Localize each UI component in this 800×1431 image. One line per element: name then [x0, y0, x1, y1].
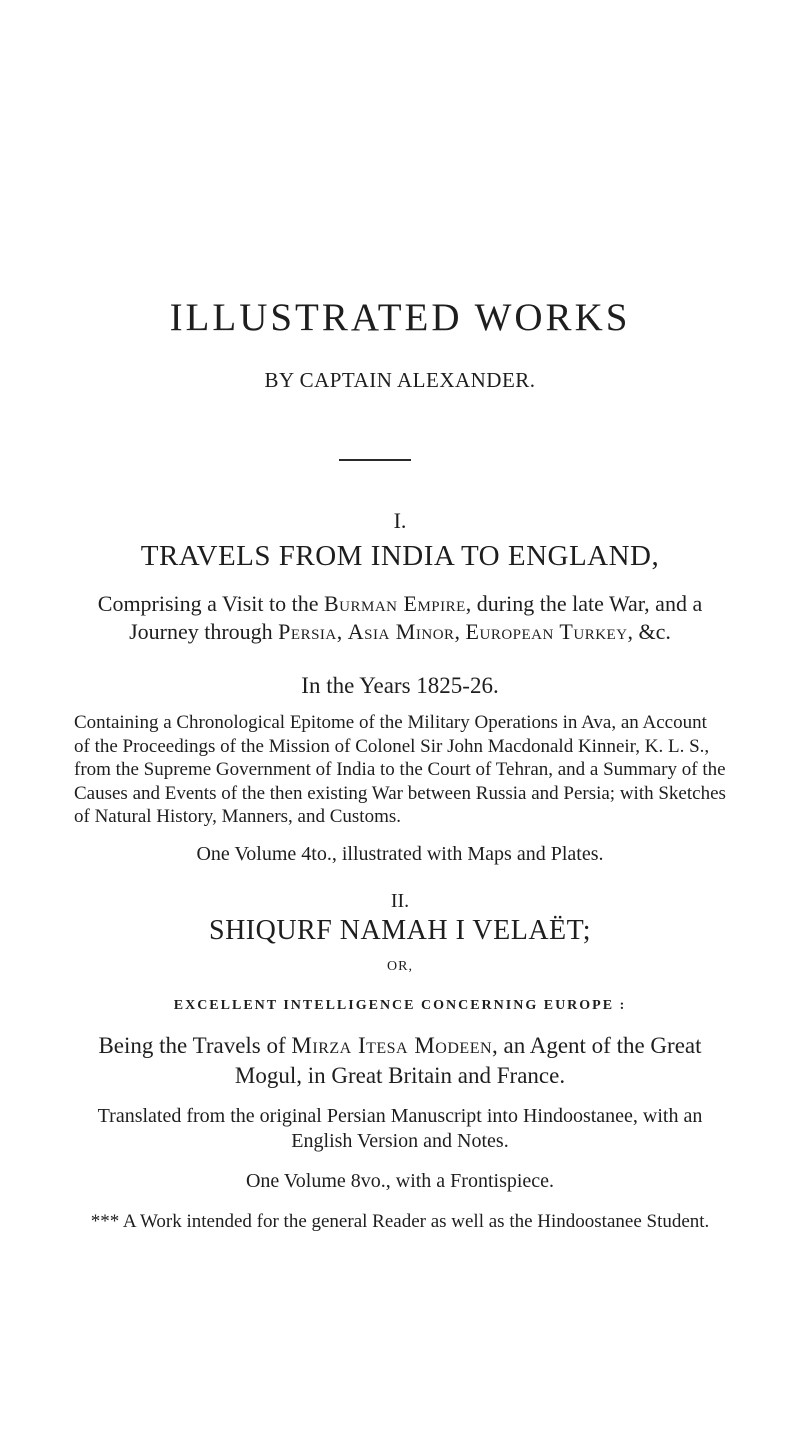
comprising-text-3: , — [336, 619, 348, 644]
work-2-translated: Translated from the original Persian Manuscript into Hindoostanee, with an English Version and Notes. — [97, 1105, 703, 1152]
comprising-text-2: , during the late War, and a Journey through — [129, 591, 703, 644]
work-1-number: I. — [393, 508, 407, 533]
work-1-volume: One Volume 4to., illustrated with Maps and Plates. — [196, 843, 604, 865]
work-2-note: *** A Work intended for the general Reader as well as the Hindoostanee Student. — [90, 1211, 710, 1232]
work-2-number: II. — [390, 890, 410, 912]
work-1-years: In the Years 1825-26. — [301, 673, 499, 698]
comprising-place-burman: Burman Empire — [324, 591, 466, 616]
comprising-place-asia-minor: Asia Minor — [347, 619, 455, 644]
comprising-place-persia: Persia — [278, 619, 337, 644]
page-title: ILLUSTRATED WORKS — [169, 296, 631, 339]
being-person-mirza: Mirza Itesa Modeen — [291, 1033, 493, 1058]
being-text-1: Being the Travels of — [98, 1033, 292, 1058]
work-2-or: OR, — [387, 959, 413, 974]
work-2-volume: One Volume 8vo., with a Frontispiece. — [245, 1170, 555, 1192]
work-1-comprising — [85, 590, 715, 646]
comprising-place-european-turkey: European Turkey — [465, 619, 628, 644]
work-1-title: TRAVELS FROM INDIA TO ENGLAND, — [140, 540, 660, 572]
work-1-containing: Containing a Chronological Epitome of the Military Operations in Ava, an Account of the Proceedings of the Mission of Colonel Sir John Macdonald Kinneir, K. L. S., from the Supreme Government of India to the Court of Tehran, and a Summary of the Causes and Events of the then existing War between Russia and Persia; with Sketches of Natural History, Manners, and Customs. — [74, 712, 726, 827]
work-2-subtitle: EXCELLENT INTELLIGENCE CONCERNING EUROPE : — [173, 998, 627, 1013]
being-text-2: , an Agent of the Great Mogul, in Great Britain and France. — [234, 1033, 702, 1088]
divider-rule — [339, 459, 411, 461]
comprising-text-1: Comprising a Visit to the — [97, 591, 324, 616]
work-2-being — [85, 1031, 715, 1091]
work-2-title: SHIQURF NAMAH I VELAËT; — [209, 915, 591, 946]
comprising-text-4: , — [454, 619, 466, 644]
author-byline: BY CAPTAIN ALEXANDER. — [264, 368, 536, 392]
comprising-text-5: , &c. — [627, 619, 671, 644]
